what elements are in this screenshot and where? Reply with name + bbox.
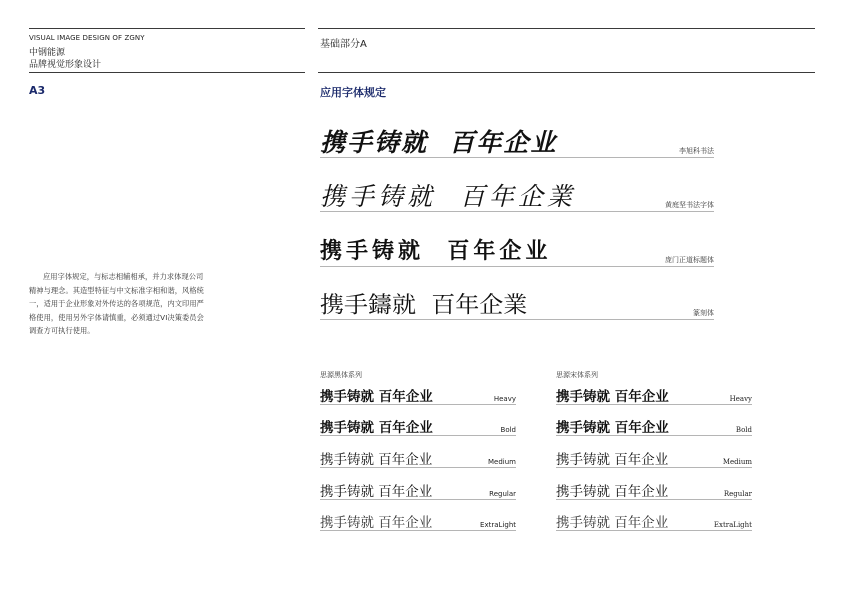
description-paragraph: 应用字体规定，与标志相辅相承，并力求体现公司精神与理念。其造型特征与中文标准字相和谐，风格统一，适用于企业形象对外传达的各项规范，内文印用严格使用，使用另外字体请慎重，必须通过VI决策委员会调查方可执行使用。 (29, 272, 204, 335)
header-rule-right-top (318, 28, 815, 29)
weight-label: Regular (489, 490, 516, 498)
calligraphy-sample: 携手鑄就 百年企業 (320, 291, 528, 319)
weight-label: Heavy (493, 395, 516, 403)
sans-family-title: 思源黑体系列 (320, 371, 362, 379)
header-rule-left-top (29, 28, 305, 29)
english-title: VISUAL IMAGE DESIGN OF ZGNY (29, 34, 145, 42)
weight-label: Heavy (729, 395, 752, 403)
weight-label: ExtraLight (480, 521, 516, 529)
font-label: 黄庭坚书法字体 (665, 201, 714, 209)
weight-label: ExtraLight (713, 521, 752, 529)
weight-sample: 携手铸就 百年企业 (556, 484, 669, 500)
weight-sample: 携手铸就 百年企业 (320, 452, 433, 468)
page-code: A3 (29, 84, 46, 97)
font-label: 篆刻体 (693, 309, 714, 317)
header-rule-left-bottom (29, 72, 305, 73)
weight-sample: 携手铸就 百年企业 (320, 484, 433, 500)
weight-sample: 携手铸就 百年企业 (556, 420, 669, 436)
sans-weight-row (320, 420, 516, 436)
document-subtitle: 品牌视觉形象设计 (29, 60, 102, 70)
font-label: 庞门正道标题体 (665, 256, 714, 264)
serif-weight-row (556, 389, 752, 405)
sans-weight-row (320, 484, 516, 500)
section-title: 应用字体规定 (320, 86, 386, 99)
calligraphy-sample: 携手铸就 百年企業 (320, 182, 576, 211)
serif-weight-row (556, 515, 752, 531)
serif-weight-row (556, 484, 752, 500)
serif-family-title: 思源宋体系列 (556, 371, 598, 379)
company-name: 中钢能源 (29, 48, 66, 58)
weight-label: Medium (722, 458, 752, 466)
weight-sample: 携手铸就 百年企业 (556, 389, 669, 405)
weight-sample: 携手铸就 百年企业 (320, 420, 433, 436)
weight-sample: 携手铸就 百年企业 (320, 515, 433, 531)
serif-weight-row (556, 452, 752, 468)
calligraphy-row-zhuan (320, 290, 714, 320)
calligraphy-row-xing (320, 128, 714, 158)
calligraphy-sample: 携手铸就 百年企业 (320, 128, 558, 157)
weight-sample: 携手铸就 百年企业 (556, 515, 669, 531)
weight-label: Regular (723, 490, 752, 498)
weight-sample: 携手铸就 百年企业 (556, 452, 669, 468)
sans-weight-row (320, 389, 516, 405)
calligraphy-sample: 携手铸就 百年企业 (320, 239, 552, 264)
weight-label: Bold (500, 426, 516, 434)
weight-label: Bold (735, 426, 752, 434)
sans-weight-row (320, 452, 516, 468)
weight-label: Medium (488, 458, 516, 466)
weight-sample: 携手铸就 百年企业 (320, 389, 433, 405)
sans-weight-row (320, 515, 516, 531)
serif-weight-row (556, 420, 752, 436)
header-rule-right-bottom (318, 72, 815, 73)
calligraphy-row-kai (320, 182, 714, 212)
calligraphy-row-hei (320, 237, 714, 267)
section-name: 基础部分A (320, 39, 367, 50)
font-label: 李旭科书法 (679, 147, 714, 155)
